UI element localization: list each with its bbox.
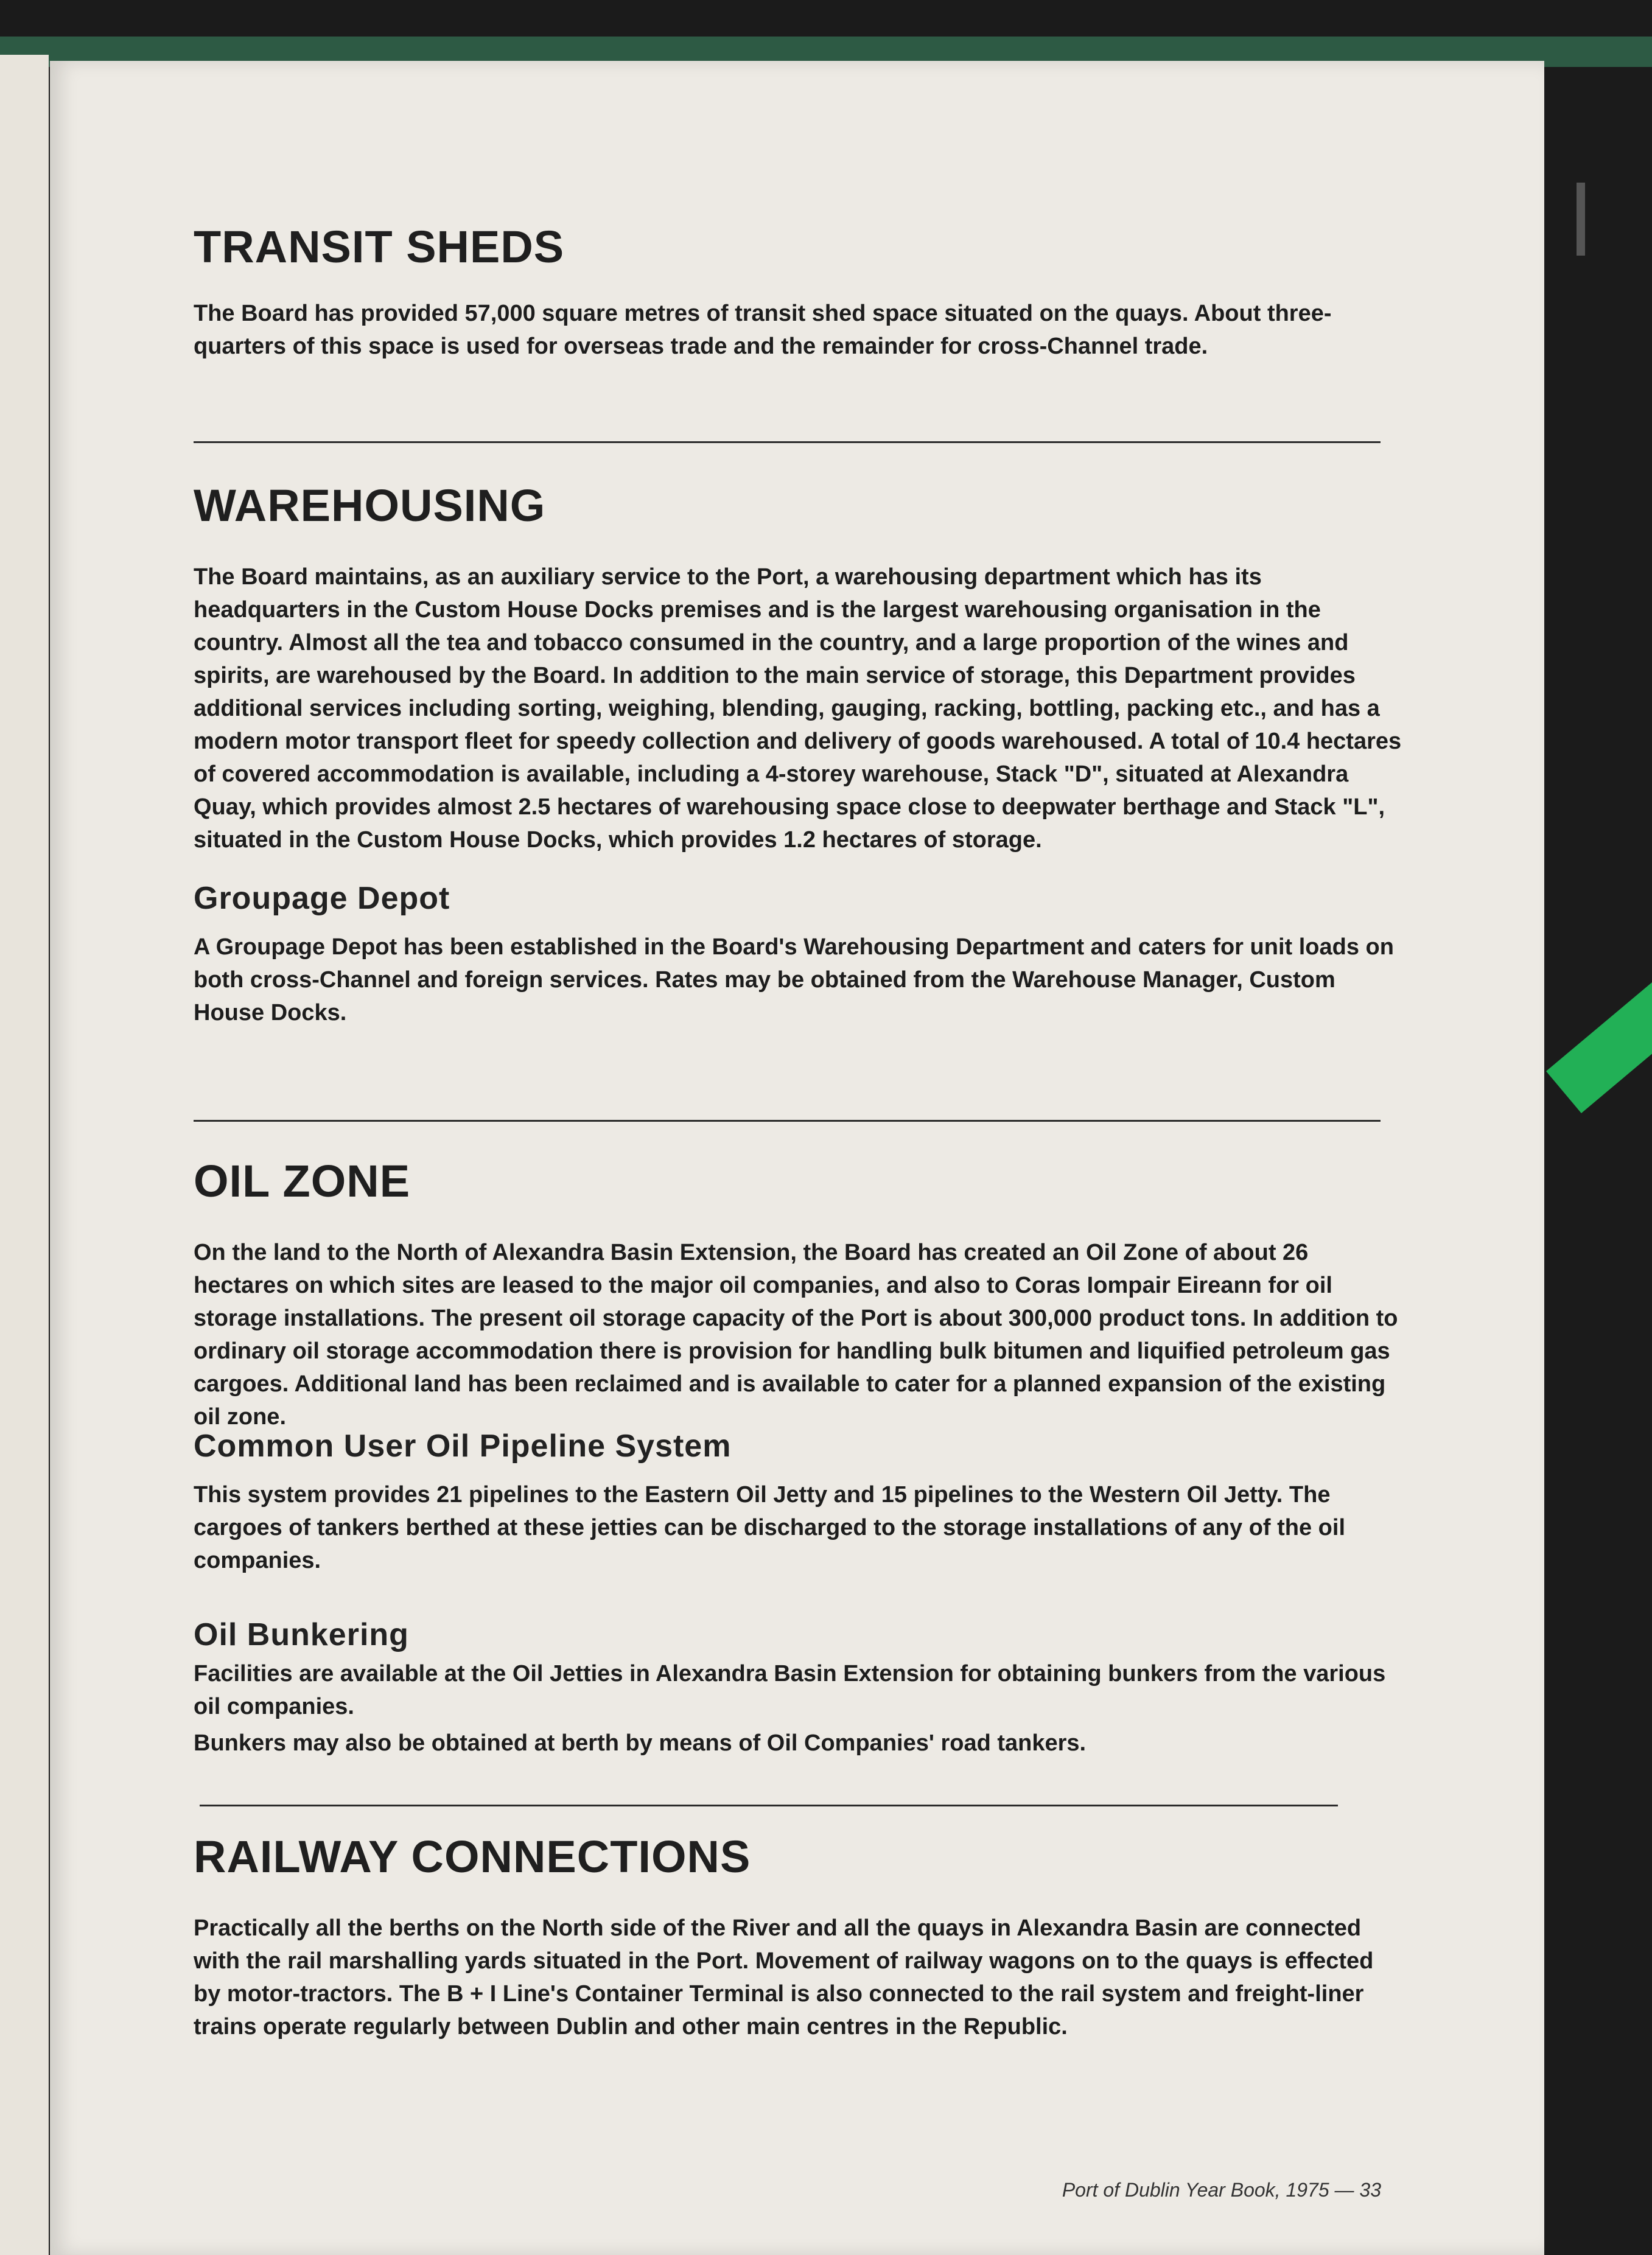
facing-page-edge: [0, 55, 49, 2255]
subsection-title: Common User Oil Pipeline System: [194, 1428, 732, 1464]
subsection-body: A Groupage Depot has been established in the Board's Warehousing Department and caters for unit loads on both cross-Channel and foreign services. Rates may be obtained from the Warehouse Manager, Custom House Docks.: [194, 934, 1394, 1026]
subsection-groupage-depot: [194, 879, 1405, 1029]
subsection-oil-bunkering: [194, 1616, 1405, 1760]
section-body: The Board maintains, as an auxiliary service to the Port, a warehousing department which has its headquarters in the Custom House Docks premises and is the largest warehousing organisation in the country. Almost all the tea and tobacco consumed in the country, and a large proportion of the wines and spirits, are warehoused by the Board. In addition to the main service of storage, this Department provides additional services including sorting, weighing, blending, gauging, racking, bottling, packing etc., and has a modern motor transport fleet for speedy collection and delivery of goods warehoused. A total of 10.4 hectares of covered accommodation is available, including a 4-storey warehouse, Stack "D", situated at Alexandra Quay, which provides almost 2.5 hectares of warehousing space close to deepwater berthage and Stack "L", situated in the Custom House Docks, which provides 1.2 hectares of storage.: [194, 564, 1402, 853]
section-warehousing: [194, 481, 1405, 856]
section-title: OIL ZONE: [194, 1156, 411, 1206]
subsection-pipeline-system: [194, 1427, 1405, 1577]
background-green-stripe: [1546, 970, 1652, 1113]
page-footer: Port of Dublin Year Book, 1975 — 33: [1062, 2179, 1381, 2201]
background-mark: [1577, 183, 1585, 256]
section-title: WAREHOUSING: [194, 480, 546, 531]
section-body: Practically all the berths on the North side of the River and all the quays in Alexandra Basin are connected with the rail marshalling yards situated in the Port. Movement of railway wagons on to the quays is effected by motor-tractors. The B + I Line's Container Terminal is also connected to the rail system and freight-liner trains operate regularly between Dublin and other main centres in the Republic.: [194, 1915, 1374, 2040]
subsection-title: Groupage Depot: [194, 881, 450, 916]
subsection-title: Oil Bunkering: [194, 1617, 409, 1652]
section-railway-connections: [194, 1832, 1405, 2043]
subsection-body: This system provides 21 pipelines to the Eastern Oil Jetty and 15 pipelines to the Western Oil Jetty. The cargoes of tankers berthed at these jetties can be discharged to the storage installations of any of the oil companies.: [194, 1482, 1346, 1574]
section-divider: [200, 1805, 1338, 1806]
section-body: The Board has provided 57,000 square metres of transit shed space situated on the quays. About three-quarters of this space is used for overseas trade and the remainder for cross-Channel trade.: [194, 301, 1332, 360]
section-title: RAILWAY CONNECTIONS: [194, 1831, 751, 1882]
section-body: On the land to the North of Alexandra Basin Extension, the Board has created an Oil Zone of about 26 hectares on which sites are leased to the major oil companies, and also to Coras Iompair Eireann for oil storage installations. The present oil storage capacity of the Port is about 300,000 product tons. In addition to ordinary oil storage accommodation there is provision for handling bulk bitumen and liquified petroleum gas cargoes. Additional land has been reclaimed and is available to cater for a planned expansion of the existing oil zone.: [194, 1240, 1398, 1430]
section-transit-sheds: [194, 222, 1405, 363]
section-oil-zone: [194, 1156, 1405, 1433]
subsection-body-2: Bunkers may also be obtained at berth by means of Oil Companies' road tankers.: [194, 1730, 1087, 1757]
subsection-body: Facilities are available at the Oil Jetties in Alexandra Basin Extension for obtaining bunkers from the various oil companies.: [194, 1661, 1386, 1720]
section-divider: [194, 1120, 1381, 1122]
section-title: TRANSIT SHEDS: [194, 222, 565, 272]
section-divider: [194, 441, 1381, 443]
book-page: [50, 61, 1544, 2255]
